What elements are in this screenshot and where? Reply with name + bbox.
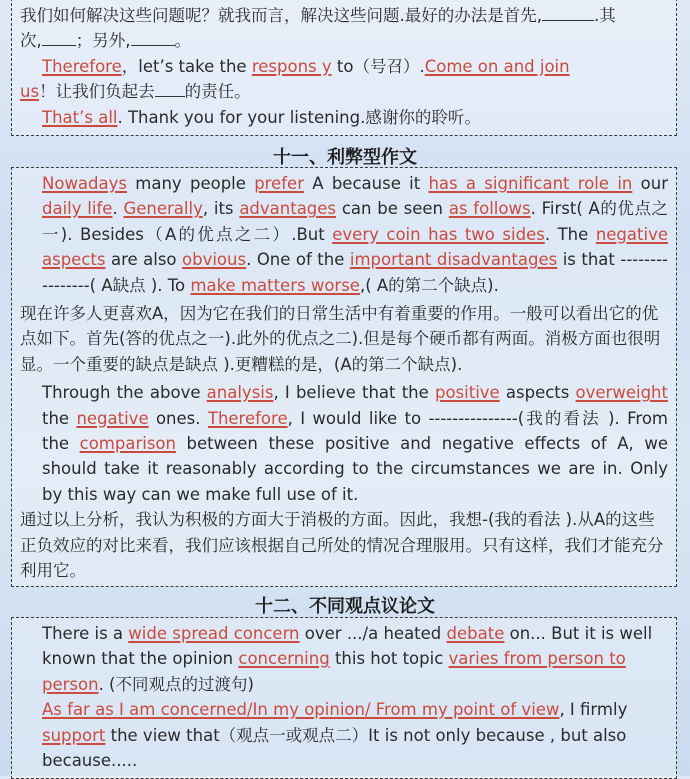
text-segment: ,( A的第二个缺点). bbox=[359, 275, 499, 295]
intro-text-2b: ；另外, bbox=[75, 31, 131, 51]
highlight-phrase: Nowadays bbox=[42, 174, 127, 193]
section-11-title: 十一、利弊型作文 bbox=[273, 147, 417, 168]
phrase-thats-all: That’s all bbox=[42, 107, 118, 127]
intro-us-cn2: 的责任。 bbox=[184, 82, 251, 102]
text-segment: There is a bbox=[42, 624, 129, 643]
highlight-phrase: overweight bbox=[575, 383, 668, 403]
highlight-phrase: advantages bbox=[239, 199, 337, 219]
intro-line-1 bbox=[12, 3, 676, 54]
highlight-phrase: concerning bbox=[238, 649, 330, 669]
highlight-phrase: negative aspects bbox=[42, 224, 668, 270]
text-segment: is that ----------------( A缺点 ). To bbox=[42, 250, 668, 295]
text-segment: the bbox=[42, 408, 77, 428]
intro-thanks: . Thank you for your listening.感谢你的聆听。 bbox=[117, 107, 481, 127]
blank-4 bbox=[155, 82, 185, 97]
highlight-phrase: wide spread concern bbox=[128, 624, 300, 643]
intro-to-call: to（号召）. bbox=[336, 56, 425, 76]
text-segment: can be seen bbox=[336, 199, 449, 219]
highlight-phrase: as follows bbox=[448, 199, 531, 219]
intro-box bbox=[11, 0, 677, 136]
text-segment: . First( A的优点之一). Besides（A的优点之二）.But bbox=[42, 199, 668, 244]
highlight-phrase: daily life bbox=[42, 199, 113, 219]
blank-2 bbox=[42, 31, 76, 46]
highlight-phrase: comparison bbox=[79, 434, 176, 454]
text-segment: . The bbox=[544, 224, 596, 244]
text-segment: between these positive and negative effects of A, we should take it reasonably according to the circumstances we are in. Only by this way can we make full use of it. bbox=[42, 434, 668, 504]
text-segment: on... But it is well known that the opinion bbox=[42, 624, 653, 669]
text-segment: are also bbox=[105, 250, 183, 270]
intro-us-cn: ！让我们负起去 bbox=[39, 82, 155, 102]
text-segment: . (不同观点的过渡句) bbox=[98, 674, 254, 694]
text-segment: , I would like to ---------------(我的看法 ). From the bbox=[42, 408, 668, 454]
highlight-phrase: Therefore bbox=[207, 408, 288, 428]
text-segment: . One of the bbox=[246, 250, 350, 270]
text-segment: , I believe that the bbox=[273, 383, 435, 403]
blank-1 bbox=[542, 6, 594, 21]
highlight-phrase: every coin has two sides bbox=[332, 224, 545, 244]
text-segment: aspects bbox=[499, 383, 576, 403]
highlight-phrase: has a significant role in bbox=[428, 174, 633, 193]
highlight-phrase: important disadvantages bbox=[349, 250, 558, 270]
intro-therefore-line bbox=[12, 54, 676, 79]
highlight-phrase: negative bbox=[76, 408, 149, 428]
text-segment: many people bbox=[127, 174, 255, 193]
section-12-en bbox=[12, 621, 676, 697]
highlight-phrase: prefer bbox=[254, 174, 304, 193]
text-segment: the view that（观点一或观点二）It is not only because , but also because..... bbox=[42, 725, 627, 771]
section-12-box bbox=[11, 617, 677, 779]
phrase-therefore: Therefore bbox=[42, 56, 122, 76]
phrase-come-on: Come on and join bbox=[424, 56, 570, 76]
highlight-phrase: Generally bbox=[123, 199, 203, 219]
text-segment: , I firmly bbox=[559, 700, 628, 720]
highlight-phrase: debate bbox=[446, 624, 505, 643]
highlight-phrase: varies from person to person bbox=[42, 649, 626, 694]
phrase-responsibility: respons y bbox=[251, 56, 332, 76]
intro-lets-take: ，let’s take the bbox=[121, 56, 247, 76]
highlight-phrase: analysis bbox=[206, 383, 274, 403]
highlight-phrase: obvious bbox=[182, 250, 247, 270]
intro-text-2a: 次, bbox=[20, 31, 42, 51]
text-segment: Through the above bbox=[42, 383, 207, 403]
blank-3 bbox=[131, 31, 175, 46]
phrase-us: us bbox=[20, 82, 40, 102]
text-segment: our bbox=[632, 174, 668, 193]
section-12-title: 十二、不同观点议论文 bbox=[255, 596, 435, 617]
intro-text-1-end: .其 bbox=[594, 6, 616, 25]
intro-text-1: 我们如何解决这些问题呢？就我而言，解决这些问题.最好的办法是首先, bbox=[20, 6, 542, 25]
intro-thanks-line bbox=[12, 105, 676, 130]
section-11-cn1: 现在许多人更喜欢A，因为它在我们的日常生活中有着重要的作用。一般可以看出它的优点如下。首先(答的优点之一).此外的优点之二).但是每个硬币都有两面。消极方面也很明显。一个重要的缺点是缺点 ).更糟糕的是，(A的第二个缺点). bbox=[20, 304, 661, 374]
text-segment: ones. bbox=[148, 408, 208, 428]
intro-text-2c: 。 bbox=[174, 31, 191, 51]
text-segment: A because it bbox=[303, 174, 429, 193]
text-segment: . bbox=[112, 199, 124, 219]
section-12-en2 bbox=[12, 697, 676, 773]
text-segment: , its bbox=[202, 199, 240, 219]
highlight-phrase: make matters worse bbox=[190, 275, 360, 295]
section-11-cn2: 通过以上分析，我认为积极的方面大于消极的方面。因此，我想-(我的看法 ).从A的这些正负效应的对比来看，我们应该根据自己所处的情况合理服用。只有这样，我们才能充分利用它。 bbox=[20, 510, 664, 581]
highlight-phrase: positive bbox=[434, 383, 500, 403]
intro-us-line bbox=[12, 79, 676, 104]
section-11-en bbox=[12, 171, 676, 298]
section-11-en2 bbox=[12, 377, 676, 507]
text-segment: over .../a heated bbox=[299, 624, 447, 643]
section-11-box bbox=[11, 167, 677, 587]
highlight-phrase: support bbox=[42, 725, 106, 745]
highlight-phrase: As far as I am concerned/In my opinion/ From my point of view bbox=[42, 700, 560, 720]
text-segment: this hot topic bbox=[329, 649, 449, 669]
